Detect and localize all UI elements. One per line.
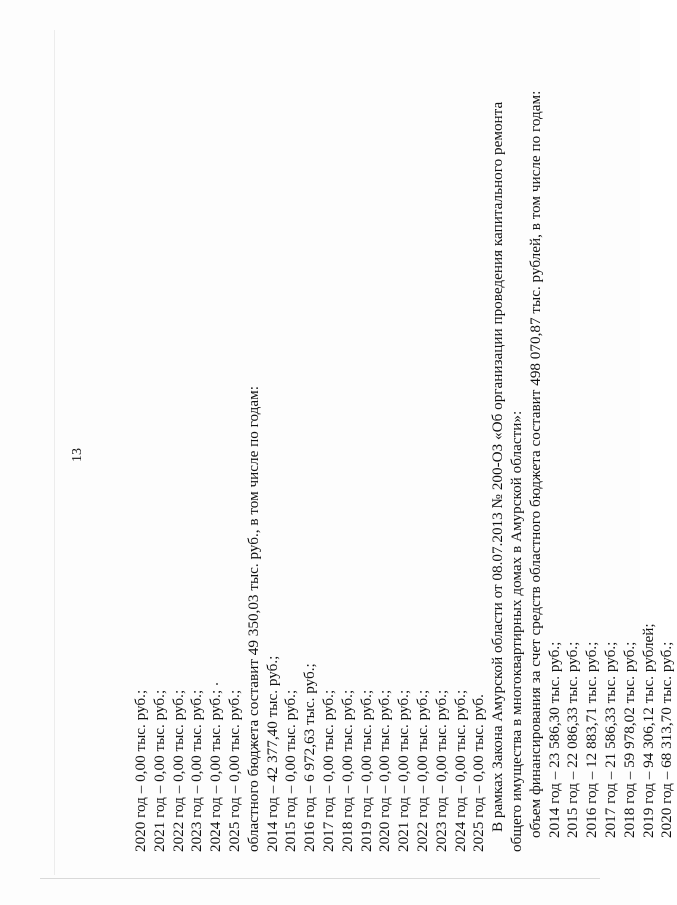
text-line: 2025 год – 0,00 тыс. руб.; [225,689,243,852]
text-line: 2022 год – 0,00 тыс. руб.; [413,689,431,852]
text-line: областного бюджета составит 49 350,03 тыс. руб., в том числе по годам: [244,386,262,852]
text-line: 2014 год – 23 586,30 тыс. руб.; [545,641,563,838]
rotated-document-page [70,22,676,882]
text-line: 2015 год – 22 086,33 тыс. руб.; [564,641,582,838]
text-line: 2020 год – 0,00 тыс. руб.; [376,689,394,852]
text-line: 2020 год – 0,00 тыс. руб.; [132,689,149,852]
text-line: 2017 год – 21 586,33 тыс. руб.; [601,641,619,838]
text-line: 2015 год – 0,00 тыс. руб.; [282,689,300,852]
text-line: 2021 год – 0,00 тыс. руб.; [150,689,168,852]
document-text [132,52,677,852]
page-number: 13 [70,448,85,462]
text-line: 2018 год – 0,00 тыс. руб.; [338,689,356,852]
text-line: В рамках Закона Амурской области от 08.07.2013 № 200-ОЗ «Об организации проведения капитального ремонта [489,101,507,832]
scan-edge-left [54,30,55,875]
text-line: 2024 год – 0,00 тыс. руб.; [207,689,225,852]
text-line: 2023 год – 0,00 тыс. руб.; [188,689,206,852]
text-line: 2019 год – 94 306,12 тыс. рублей; [639,623,657,838]
text-line: 2018 год – 59 978,02 тыс. руб.; [620,641,638,838]
text-line: общего имущества в многоквартирных домах в Амурской области»: [507,410,525,852]
text-line: 2023 год – 0,00 тыс. руб.; [432,689,450,852]
text-line: 2016 год – 6 972,63 тыс. руб.; [301,663,319,852]
text-line: 2025 год – 0,00 тыс. руб. [470,694,488,852]
text-line: 2021 год – 0,00 тыс. руб.; [395,689,413,852]
text-line: 2024 год – 0,00 тыс. руб.; [451,689,469,852]
text-line: 2020 год – 68 313,70 тыс. руб.; [658,641,676,838]
text-line: 2016 год – 12 883,71 тыс. руб.; [583,641,601,838]
text-line: 2014 год – 42 377,40 тыс. руб.; [263,655,281,852]
text-line: 2017 год – 0,00 тыс. руб.; [319,689,337,852]
text-line: 2019 год – 0,00 тыс. руб.; [357,689,375,852]
text-line: 2022 год – 0,00 тыс. руб.; [169,689,187,852]
text-line: объем финансирования за счет средств областного бюджета составит 498 070,87 тыс. рублей, в том числе по годам: [526,90,544,838]
